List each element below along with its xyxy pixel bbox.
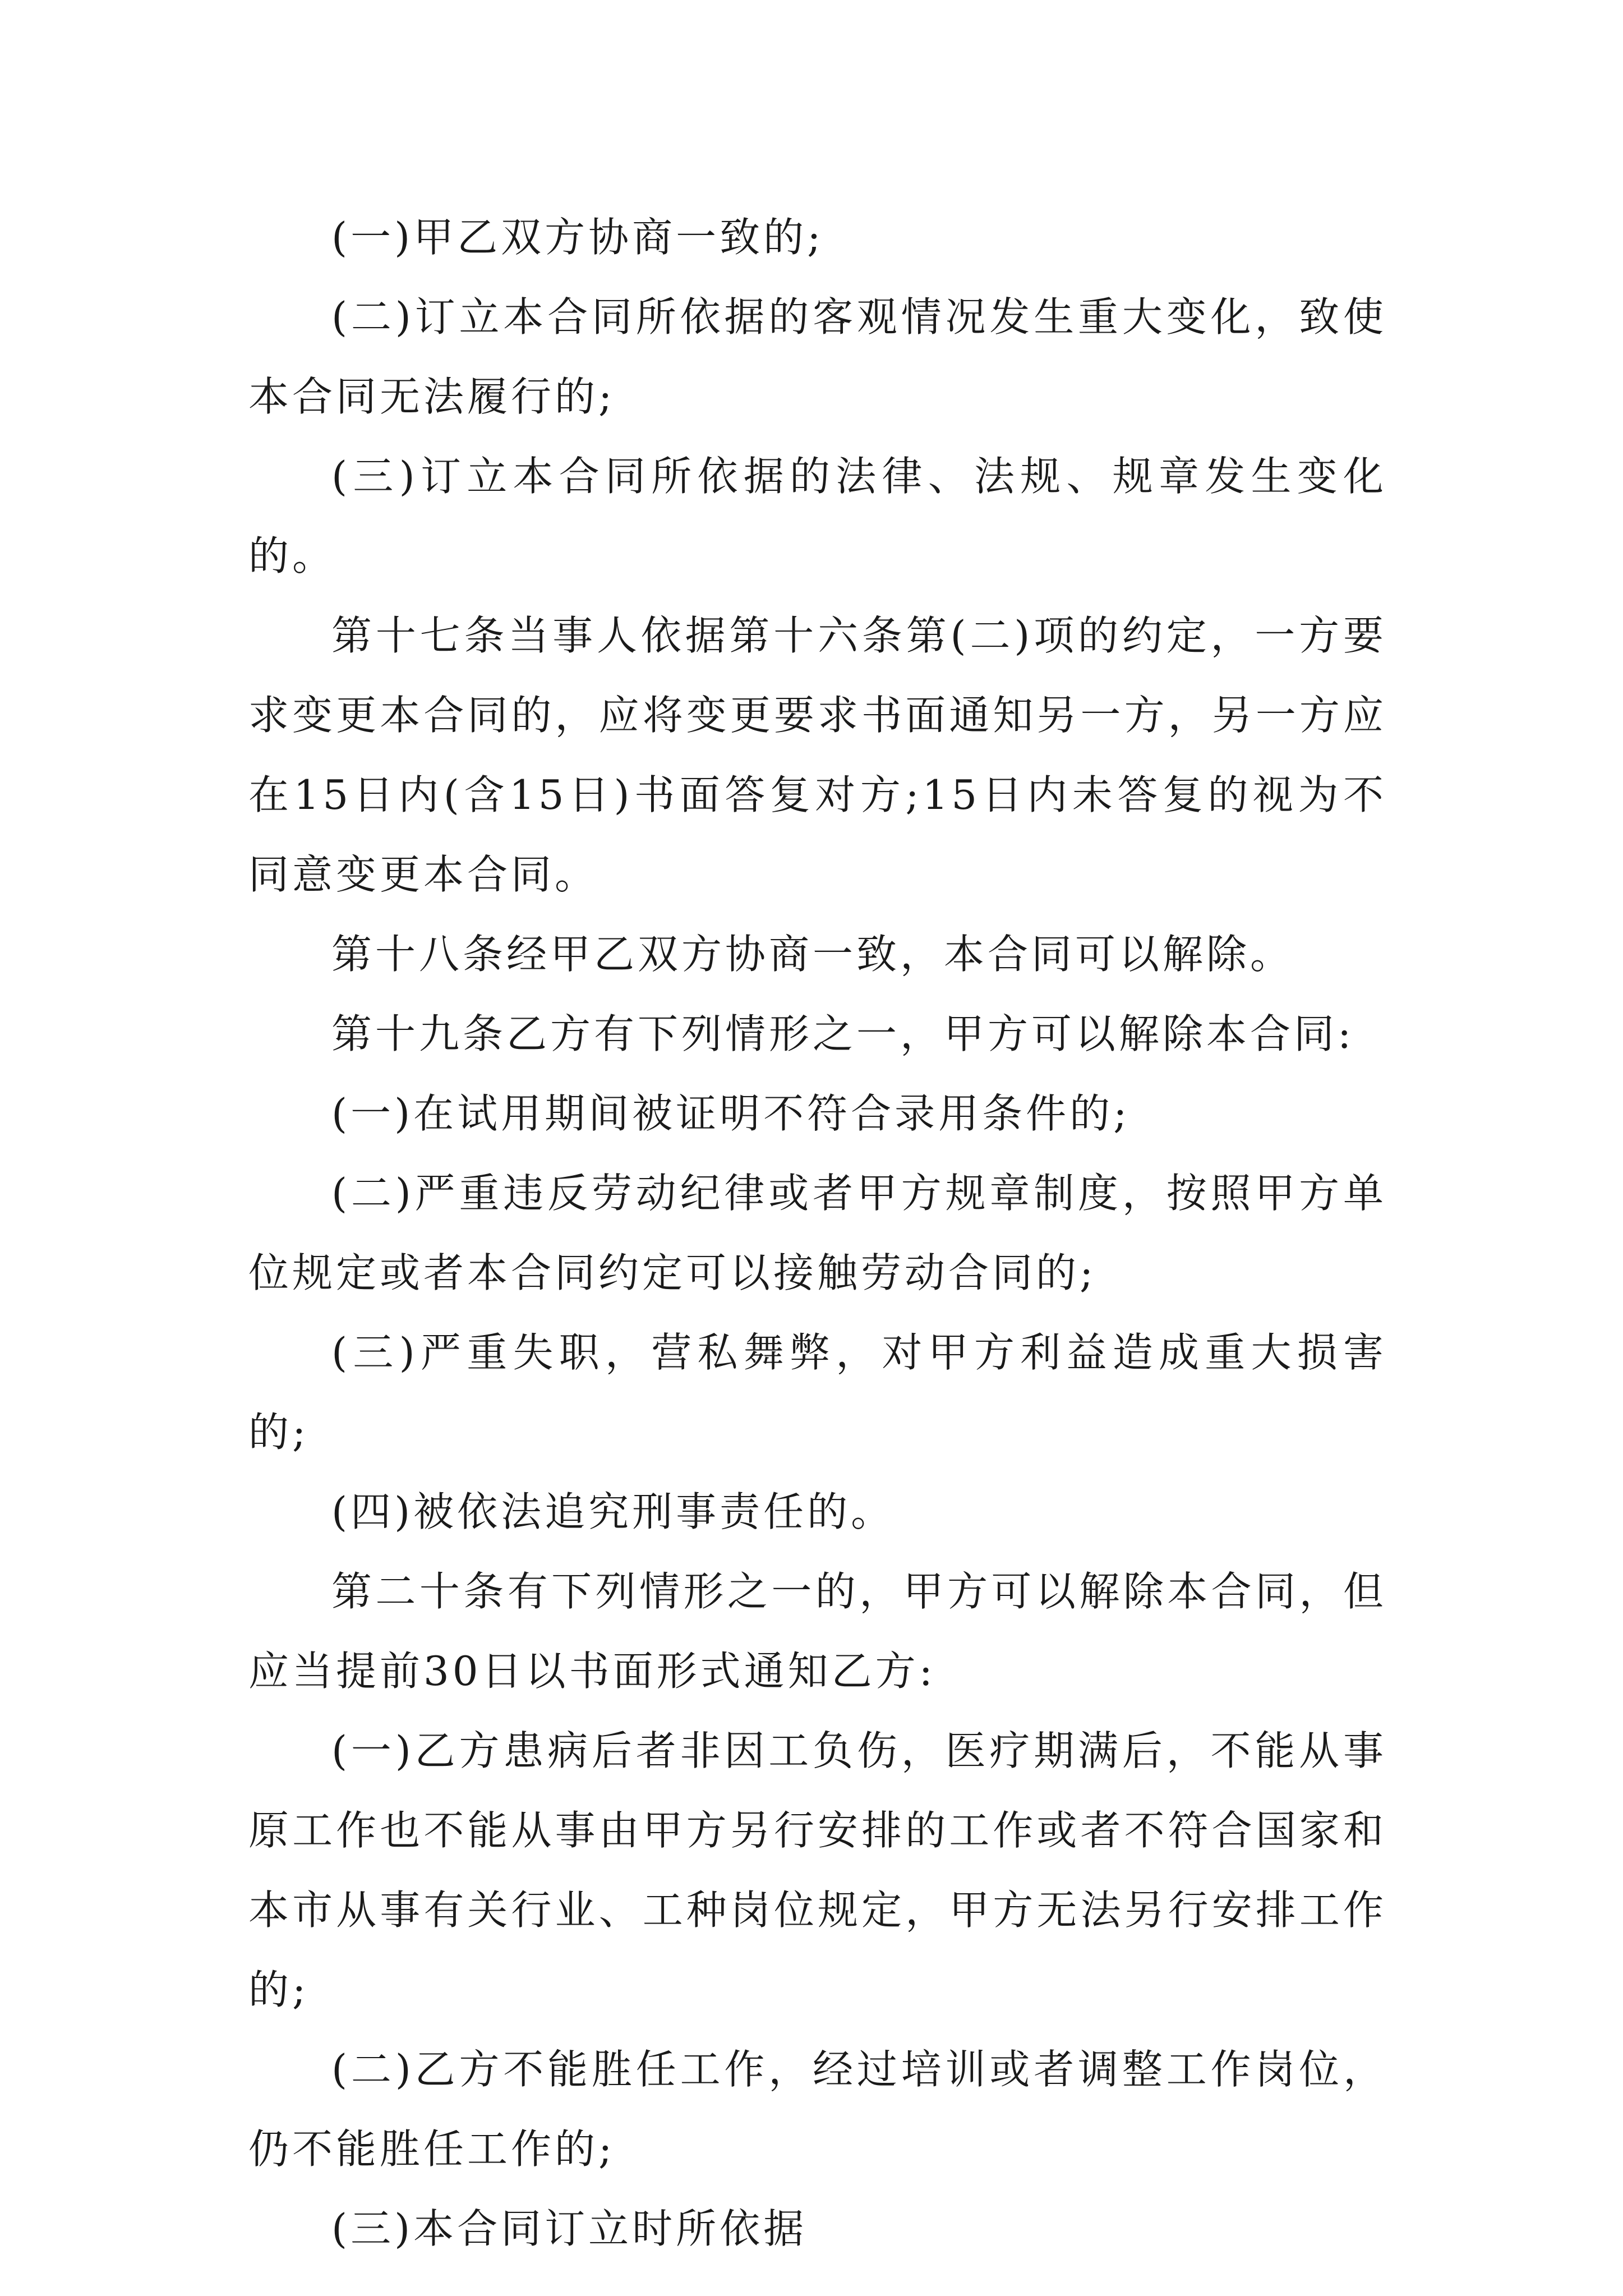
contract-text-body: [248, 197, 1387, 2269]
article-17-paragraph: 第十七条当事人依据第十六条第(二)项的约定，一方要求变更本合同的，应将变更要求书面通知另一方，另一方应在15日内(含15日)书面答复对方;15日内未答复的视为不同意变更本合同。: [248, 612, 1387, 898]
clause-paragraph: (三)严重失职，营私舞弊，对甲方利益造成重大损害的;: [248, 1329, 1387, 1456]
clause-paragraph: (四)被依法追究刑事责任的。: [331, 1488, 895, 1535]
clause-paragraph: (三)订立本合同所依据的法律、法规、规章发生变化的。: [248, 453, 1387, 579]
clause-paragraph: (三)本合同订立时所依据: [331, 2205, 808, 2252]
clause-paragraph: (二)乙方不能胜任工作，经过培训或者调整工作岗位，仍不能胜任工作的;: [248, 2046, 1387, 2173]
article-18-paragraph: 第十八条经甲乙双方协商一致，本合同可以解除。: [331, 931, 1294, 978]
article-20-paragraph: 第二十条有下列情形之一的，甲方可以解除本合同，但应当提前30日以书面形式通知乙方:: [248, 1568, 1387, 1695]
clause-paragraph: (二)订立本合同所依据的客观情况发生重大变化，致使本合同无法履行的;: [248, 293, 1387, 420]
clause-paragraph: (一)在试用期间被证明不符合录用条件的;: [331, 1090, 1131, 1137]
clause-paragraph: (二)严重违反劳动纪律或者甲方规章制度，按照甲方单位规定或者本合同约定可以接触劳动合同的;: [248, 1170, 1387, 1296]
clause-paragraph: (一)乙方患病后者非因工负伤，医疗期满后，不能从事原工作也不能从事由甲方另行安排的工作或者不符合国家和本市从事有关行业、工种岗位规定，甲方无法另行安排工作的;: [248, 1727, 1387, 2013]
clause-paragraph: (一)甲乙双方协商一致的;: [331, 214, 824, 261]
article-19-paragraph: 第十九条乙方有下列情形之一，甲方可以解除本合同:: [331, 1010, 1355, 1057]
